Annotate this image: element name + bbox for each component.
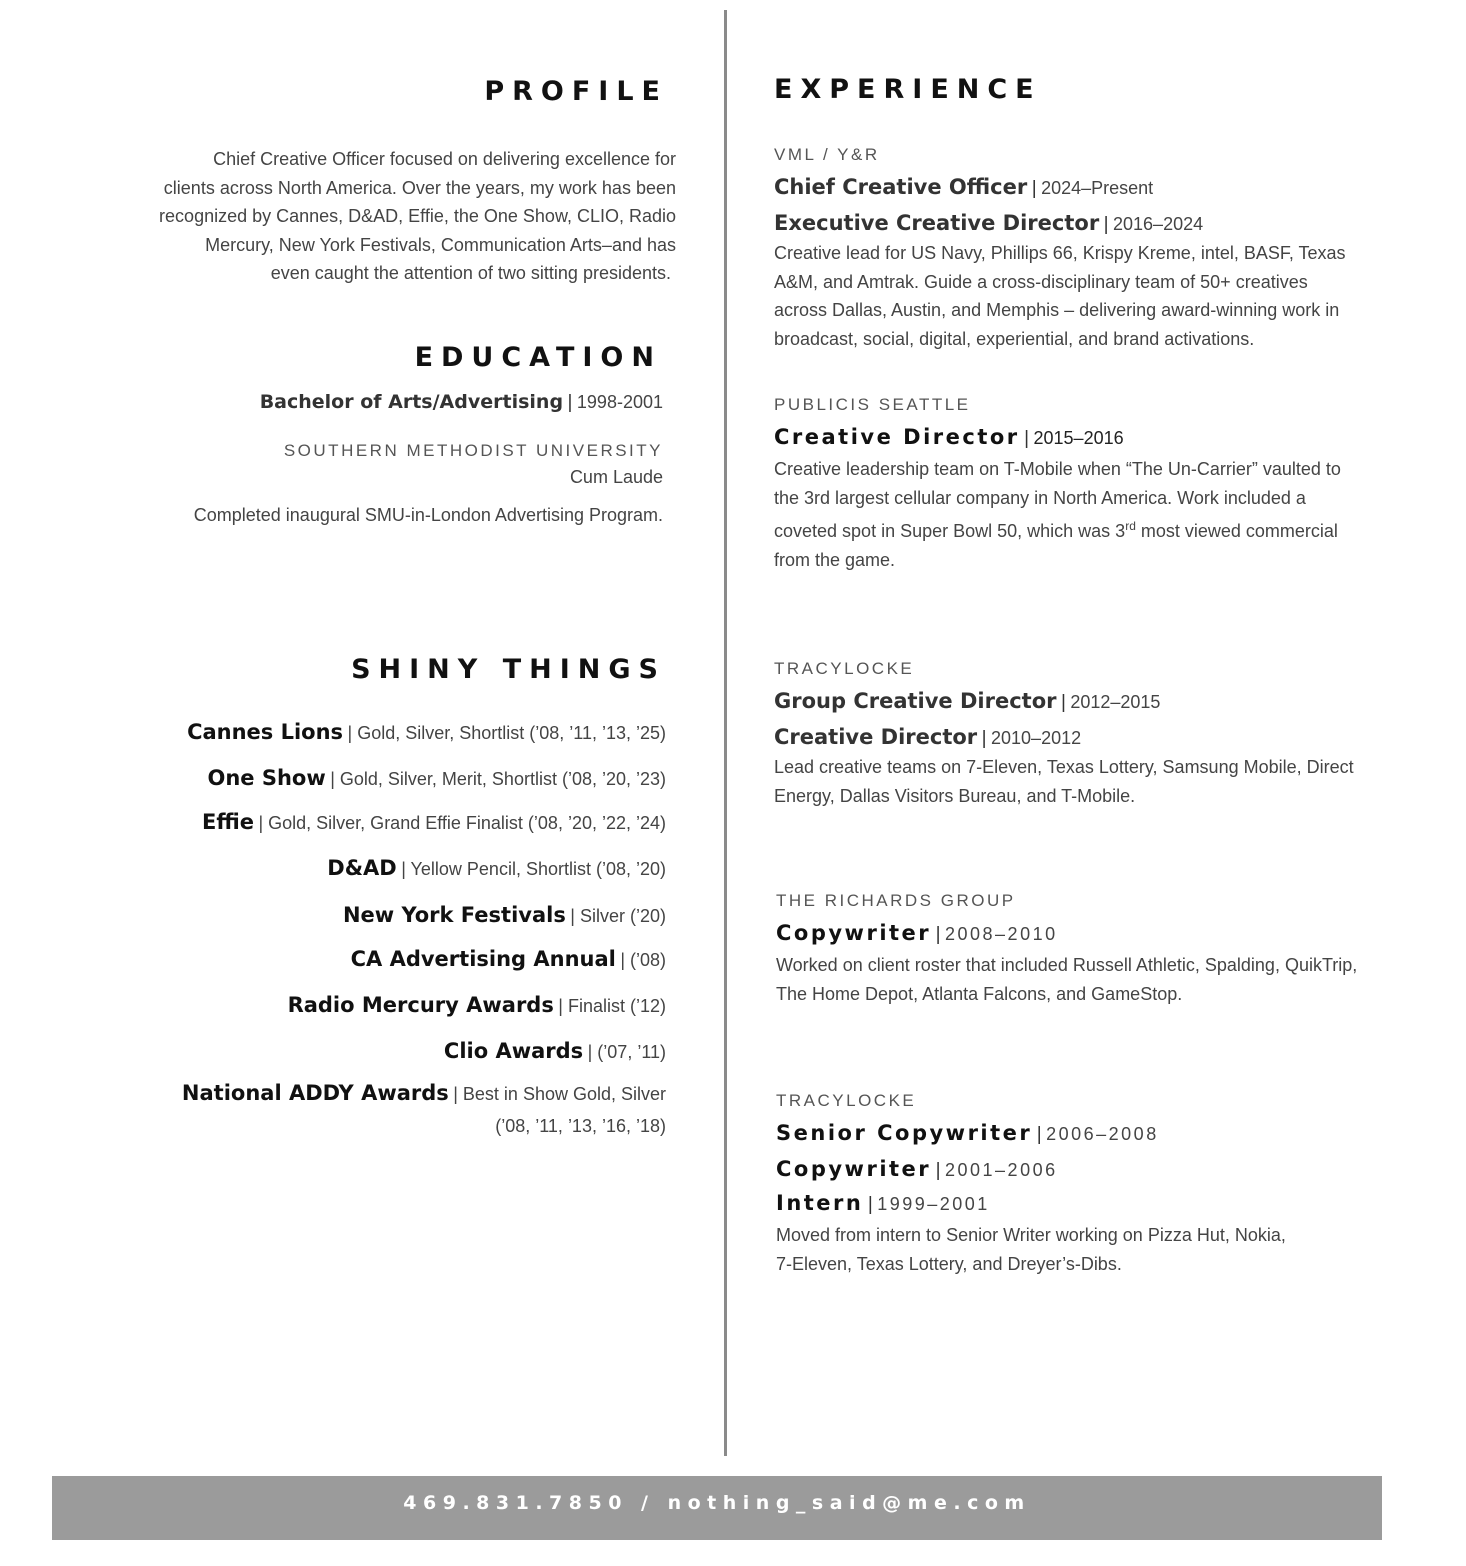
award-item (182, 1078, 666, 1141)
award-item (288, 990, 666, 1023)
profile-line: recognized by Cannes, D&AD, Effie, the One Show, CLIO, Radio (159, 206, 676, 226)
role-line (774, 722, 1081, 755)
award-item (202, 807, 666, 840)
award-item (444, 1036, 666, 1069)
job-description (776, 951, 1396, 1008)
award-detail: | (’08) (620, 950, 666, 970)
description-line: Energy, Dallas Visitors Bureau, and T-Mobile. (774, 785, 1136, 806)
award-name: CA Advertising Annual (350, 947, 616, 971)
award-detail: | Finalist (’12) (558, 996, 666, 1016)
role-title: Chief Creative Officer (774, 175, 1028, 199)
job-description (774, 239, 1394, 353)
job-description (774, 455, 1394, 574)
description-line: Moved from intern to Senior Writer working on Pizza Hut, Nokia, (776, 1225, 1286, 1245)
role-dates: 2008–2010 (945, 924, 1058, 944)
award-detail: | Yellow Pencil, Shortlist (’08, ’20) (401, 859, 666, 879)
role-dates: 2001–2006 (945, 1160, 1058, 1180)
description-line: from the game. (774, 549, 896, 570)
separator: | (935, 1160, 941, 1181)
description-line: 7-Eleven, Texas Lottery, and Dreyer’s-Dibs. (776, 1253, 1122, 1274)
education-note: Completed inaugural SMU-in-London Advertising Program. (193, 505, 663, 525)
award-detail: | Gold, Silver, Merit, Shortlist (’08, ’20, ’23) (330, 769, 666, 789)
award-item (351, 944, 666, 977)
award-name: Effie (202, 810, 255, 834)
award-name: Radio Mercury Awards (287, 993, 554, 1017)
description-text: coveted spot in Super Bowl 50, which was 3 (774, 521, 1126, 541)
description-line: Lead creative teams on 7-Eleven, Texas Lottery, Samsung Mobile, Direct (774, 757, 1354, 777)
education-degree-line (260, 391, 663, 414)
company-name: TRACYLOCKE (774, 659, 915, 678)
separator: | (1024, 428, 1030, 449)
role-title: Copywriter (776, 1157, 932, 1181)
role-title: Creative Director (774, 425, 1020, 449)
award-detail: | Gold, Silver, Shortlist (’08, ’11, ’13, ’25) (347, 723, 666, 743)
description-line: A&M, and Amtrak. Guide a cross-disciplinary team of 50+ creatives (774, 271, 1308, 292)
role-dates: 2016–2024 (1113, 214, 1204, 234)
job-description (776, 1221, 1396, 1278)
role-title: Executive Creative Director (774, 211, 1100, 235)
award-detail: | Best in Show Gold, Silver (453, 1084, 666, 1104)
award-item (207, 763, 666, 796)
description-line: the 3rd largest cellular company in North America. Work included a (774, 487, 1306, 508)
company-name: PUBLICIS SEATTLE (774, 395, 971, 414)
award-detail: | Gold, Silver, Grand Effie Finalist (’08, ’20, ’22, ’24) (258, 813, 666, 833)
role-dates: 1999–2001 (877, 1194, 990, 1214)
separator: | (1031, 178, 1037, 199)
award-name: D&AD (327, 856, 397, 880)
award-name: New York Festivals (342, 903, 566, 927)
description-line: across Dallas, Austin, and Memphis – delivering award-winning work in (774, 300, 1340, 320)
profile-line: Chief Creative Officer focused on delivering excellence for (213, 149, 676, 169)
education-years: 1998-2001 (576, 392, 663, 412)
education-honor: Cum Laude (569, 467, 663, 487)
contact-info[interactable]: 469.831.7850 / nothing_said@me.com (403, 1492, 1031, 1514)
description-line: Creative leadership team on T-Mobile when “The Un-Carrier” vaulted to (774, 459, 1341, 479)
role-dates: 2006–2008 (1046, 1124, 1159, 1144)
role-line (776, 918, 1058, 951)
award-detail-continued: (’08, ’11, ’13, ’16, ’18) (495, 1116, 666, 1136)
profile-line: clients across North America. Over the years, my work has been (163, 177, 676, 198)
role-line (774, 422, 1124, 455)
role-title: Copywriter (776, 921, 932, 945)
education-degree: Bachelor of Arts/Advertising (259, 391, 564, 413)
award-item (327, 853, 666, 886)
award-item (343, 900, 666, 933)
ordinal-suffix: rd (1125, 519, 1136, 533)
award-name: National ADDY Awards (181, 1081, 449, 1105)
profile-heading: PROFILE (484, 76, 668, 107)
description-line: The Home Depot, Atlanta Falcons, and GameStop. (776, 983, 1183, 1004)
award-item (187, 717, 666, 750)
role-line (774, 686, 1160, 719)
role-dates: 2010–2012 (991, 728, 1082, 748)
company-name: TRACYLOCKE (776, 1091, 917, 1110)
contact-footer (52, 1476, 1382, 1540)
role-title: Group Creative Director (774, 689, 1057, 713)
award-name: Cannes Lions (187, 720, 344, 744)
awards-heading: SHINY THINGS (351, 654, 666, 685)
separator: | (981, 728, 987, 749)
company-name: VML / Y&R (774, 145, 880, 164)
role-dates: 2015–2016 (1033, 428, 1124, 448)
profile-line: even caught the attention of two sitting presidents. (270, 263, 671, 283)
role-title: Intern (776, 1191, 864, 1215)
education-school: SOUTHERN METHODIST UNIVERSITY (283, 441, 663, 460)
separator: | (1103, 214, 1109, 235)
description-line (774, 512, 1394, 546)
education-heading: EDUCATION (414, 342, 662, 373)
job-description (774, 753, 1394, 810)
award-detail: | Silver (’20) (570, 906, 666, 926)
award-name: Clio Awards (443, 1039, 584, 1063)
role-title: Senior Copywriter (776, 1121, 1033, 1145)
description-line: broadcast, social, digital, experiential, and brand activations. (774, 328, 1255, 349)
role-line (776, 1188, 990, 1221)
role-title: Creative Director (774, 725, 978, 749)
role-dates: 2024–Present (1041, 178, 1154, 198)
profile-line: Mercury, New York Festivals, Communication Arts–and has (205, 234, 676, 255)
profile-text (116, 145, 676, 288)
separator: | (935, 924, 941, 945)
description-line: Worked on client roster that included Russell Athletic, Spalding, QuikTrip, (776, 955, 1358, 975)
separator: | (867, 1194, 873, 1215)
role-line (774, 172, 1153, 205)
experience-heading: EXPERIENCE (774, 74, 1042, 105)
role-line (774, 208, 1203, 241)
separator: | (1036, 1124, 1042, 1145)
company-name: THE RICHARDS GROUP (776, 891, 1016, 910)
separator: | (1060, 692, 1066, 713)
award-name: One Show (207, 766, 326, 790)
role-dates: 2012–2015 (1070, 692, 1161, 712)
role-line (776, 1118, 1159, 1151)
column-divider (724, 10, 727, 1456)
separator: | (567, 392, 573, 413)
description-text: most viewed commercial (1135, 521, 1338, 541)
role-line (776, 1154, 1058, 1187)
description-line: Creative lead for US Navy, Phillips 66, Krispy Kreme, intel, BASF, Texas (774, 243, 1346, 263)
award-detail: | (’07, ’11) (587, 1042, 666, 1062)
